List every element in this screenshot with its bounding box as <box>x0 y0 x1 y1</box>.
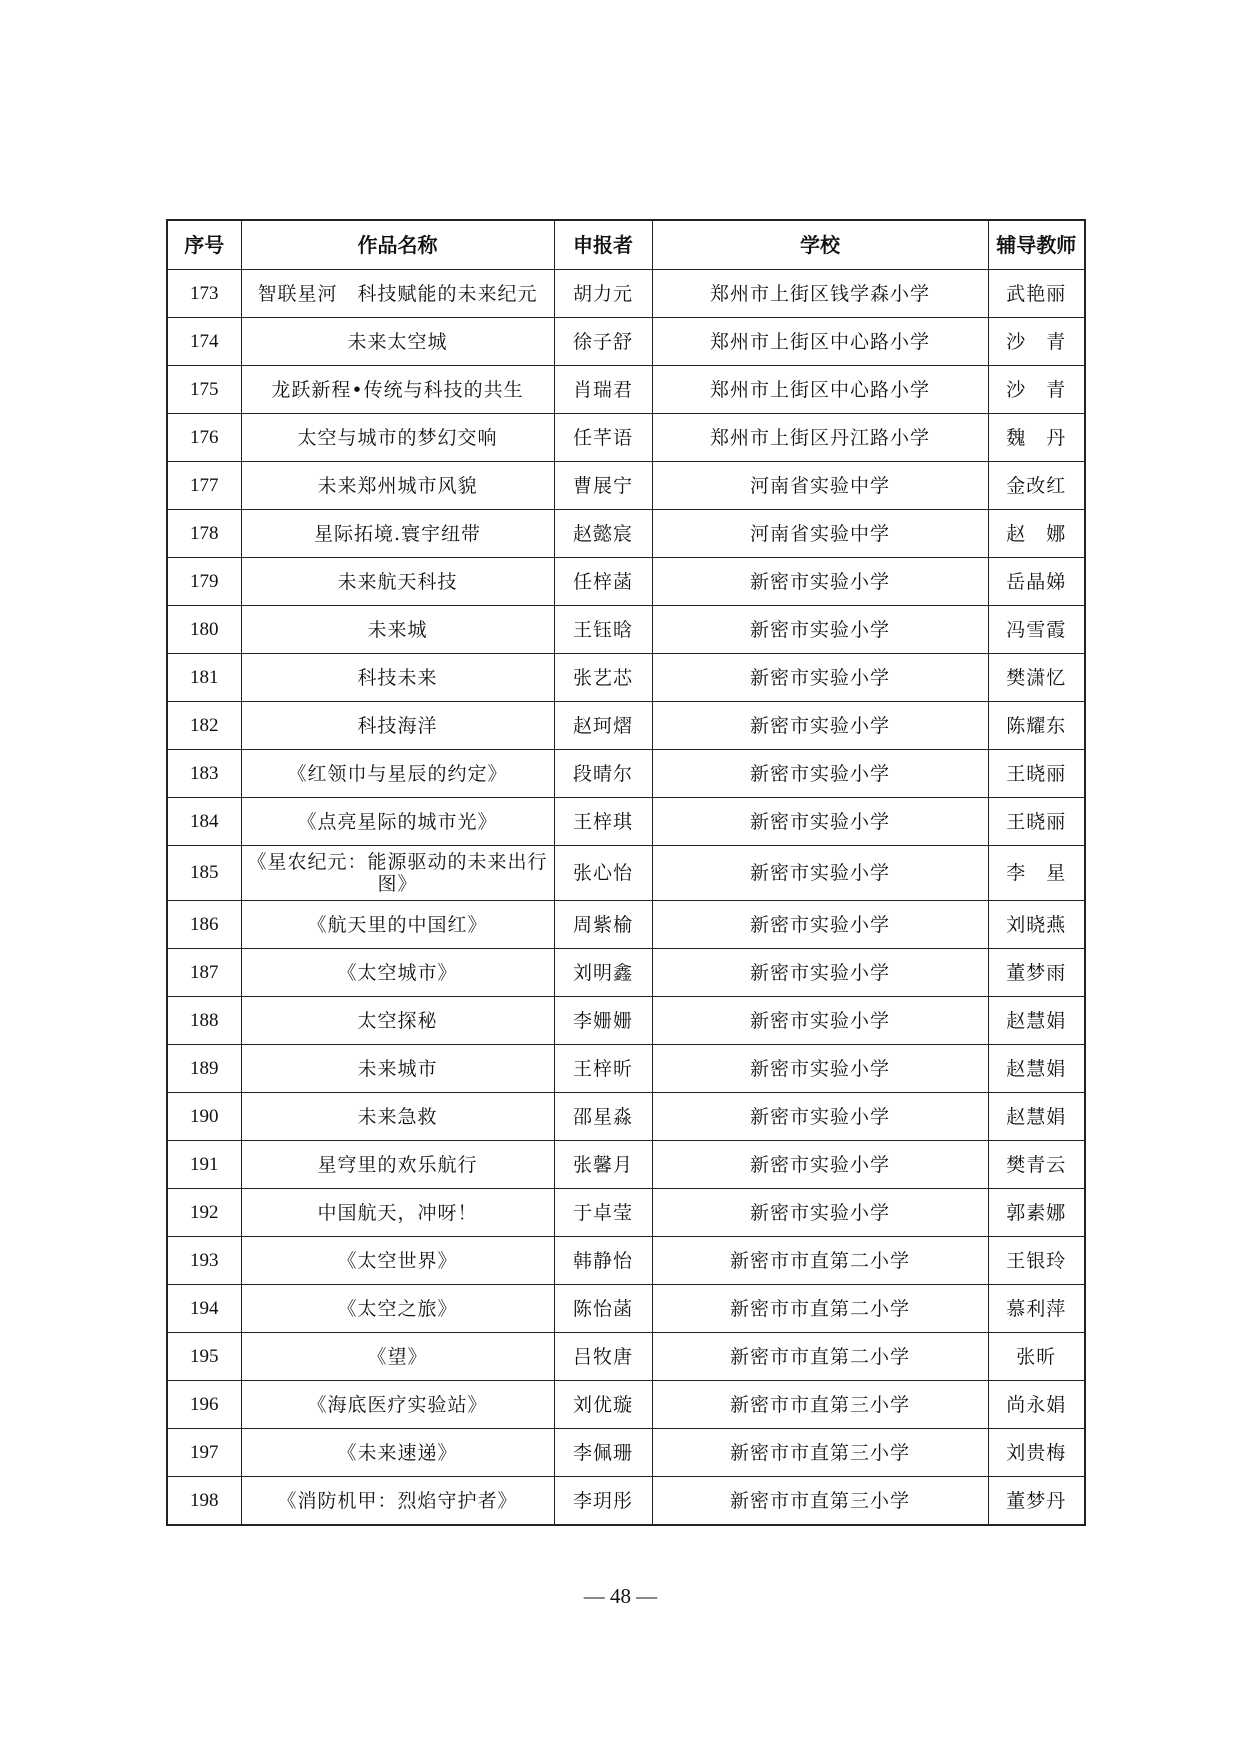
cell-applicant: 李佩珊 <box>554 1429 652 1477</box>
cell-work-title: 龙跃新程•传统与科技的共生 <box>241 366 554 414</box>
cell-serial-number: 173 <box>167 270 241 318</box>
cell-work-title: 未来太空城 <box>241 318 554 366</box>
cell-instructor: 董梦雨 <box>988 949 1085 997</box>
table-row <box>167 1189 1085 1237</box>
table-header-row <box>167 220 1085 270</box>
cell-serial-number: 196 <box>167 1381 241 1429</box>
cell-school: 新密市实验小学 <box>652 949 988 997</box>
cell-instructor: 赵 娜 <box>988 510 1085 558</box>
table-row <box>167 1237 1085 1285</box>
table-row <box>167 846 1085 901</box>
cell-applicant: 徐子舒 <box>554 318 652 366</box>
cell-serial-number: 198 <box>167 1477 241 1526</box>
cell-instructor: 樊青云 <box>988 1141 1085 1189</box>
cell-applicant: 李姗姗 <box>554 997 652 1045</box>
cell-work-title: 《星农纪元：能源驱动的未来出行图》 <box>241 846 554 901</box>
cell-serial-number: 181 <box>167 654 241 702</box>
table-row <box>167 702 1085 750</box>
cell-instructor: 尚永娟 <box>988 1381 1085 1429</box>
cell-work-title: 《望》 <box>241 1333 554 1381</box>
table-row <box>167 462 1085 510</box>
cell-serial-number: 194 <box>167 1285 241 1333</box>
cell-school: 新密市市直第三小学 <box>652 1429 988 1477</box>
page-number: — 48 — <box>583 1584 658 1608</box>
table-row <box>167 901 1085 949</box>
cell-instructor: 金改红 <box>988 462 1085 510</box>
cell-work-title: 中国航天，冲呀！ <box>241 1189 554 1237</box>
cell-work-title: 智联星河 科技赋能的未来纪元 <box>241 270 554 318</box>
cell-serial-number: 187 <box>167 949 241 997</box>
cell-serial-number: 178 <box>167 510 241 558</box>
cell-work-title: 《太空之旅》 <box>241 1285 554 1333</box>
cell-school: 郑州市上街区中心路小学 <box>652 366 988 414</box>
cell-school: 河南省实验中学 <box>652 462 988 510</box>
cell-applicant: 王梓琪 <box>554 798 652 846</box>
cell-school: 新密市实验小学 <box>652 606 988 654</box>
header-work-title: 作品名称 <box>241 220 554 270</box>
cell-school: 新密市市直第三小学 <box>652 1381 988 1429</box>
cell-school: 新密市实验小学 <box>652 1189 988 1237</box>
cell-school: 新密市市直第二小学 <box>652 1285 988 1333</box>
cell-school: 郑州市上街区钱学森小学 <box>652 270 988 318</box>
table-row <box>167 654 1085 702</box>
cell-applicant: 胡力元 <box>554 270 652 318</box>
table-row <box>167 606 1085 654</box>
cell-serial-number: 188 <box>167 997 241 1045</box>
cell-instructor: 李 星 <box>988 846 1085 901</box>
cell-work-title: 星穹里的欢乐航行 <box>241 1141 554 1189</box>
cell-applicant: 韩静怡 <box>554 1237 652 1285</box>
table-row <box>167 1093 1085 1141</box>
table-row <box>167 318 1085 366</box>
table-row <box>167 270 1085 318</box>
cell-serial-number: 182 <box>167 702 241 750</box>
cell-applicant: 张艺芯 <box>554 654 652 702</box>
cell-serial-number: 191 <box>167 1141 241 1189</box>
cell-instructor: 刘贵梅 <box>988 1429 1085 1477</box>
cell-school: 新密市实验小学 <box>652 1141 988 1189</box>
cell-work-title: 未来郑州城市风貌 <box>241 462 554 510</box>
table-body <box>167 270 1085 1526</box>
cell-instructor: 沙 青 <box>988 366 1085 414</box>
cell-applicant: 刘明鑫 <box>554 949 652 997</box>
cell-instructor: 樊潇忆 <box>988 654 1085 702</box>
cell-instructor: 王晓丽 <box>988 750 1085 798</box>
cell-applicant: 邵星淼 <box>554 1093 652 1141</box>
cell-instructor: 陈耀东 <box>988 702 1085 750</box>
table-row <box>167 997 1085 1045</box>
cell-school: 新密市实验小学 <box>652 901 988 949</box>
cell-school: 新密市实验小学 <box>652 750 988 798</box>
cell-school: 新密市市直第二小学 <box>652 1333 988 1381</box>
header-applicant: 申报者 <box>554 220 652 270</box>
cell-work-title: 《海底医疗实验站》 <box>241 1381 554 1429</box>
cell-serial-number: 176 <box>167 414 241 462</box>
cell-serial-number: 183 <box>167 750 241 798</box>
table-row <box>167 798 1085 846</box>
header-school: 学校 <box>652 220 988 270</box>
cell-work-title: 科技未来 <box>241 654 554 702</box>
cell-instructor: 武艳丽 <box>988 270 1085 318</box>
cell-applicant: 张馨月 <box>554 1141 652 1189</box>
cell-instructor: 沙 青 <box>988 318 1085 366</box>
awards-table <box>166 219 1086 1526</box>
cell-work-title: 星际拓境.寰宇纽带 <box>241 510 554 558</box>
cell-school: 新密市实验小学 <box>652 558 988 606</box>
table-row <box>167 558 1085 606</box>
cell-work-title: 未来城市 <box>241 1045 554 1093</box>
table-row <box>167 366 1085 414</box>
cell-work-title: 《红领巾与星辰的约定》 <box>241 750 554 798</box>
cell-instructor: 董梦丹 <box>988 1477 1085 1526</box>
cell-applicant: 李玥彤 <box>554 1477 652 1526</box>
table-row <box>167 1045 1085 1093</box>
cell-applicant: 赵懿宸 <box>554 510 652 558</box>
cell-instructor: 赵慧娟 <box>988 1093 1085 1141</box>
cell-serial-number: 186 <box>167 901 241 949</box>
cell-work-title: 《航天里的中国红》 <box>241 901 554 949</box>
cell-instructor: 赵慧娟 <box>988 1045 1085 1093</box>
cell-applicant: 于卓莹 <box>554 1189 652 1237</box>
cell-work-title: 科技海洋 <box>241 702 554 750</box>
cell-instructor: 魏 丹 <box>988 414 1085 462</box>
cell-serial-number: 197 <box>167 1429 241 1477</box>
cell-school: 新密市市直第三小学 <box>652 1477 988 1526</box>
cell-work-title: 《太空城市》 <box>241 949 554 997</box>
cell-work-title: 太空与城市的梦幻交响 <box>241 414 554 462</box>
table-row <box>167 1141 1085 1189</box>
cell-work-title: 太空探秘 <box>241 997 554 1045</box>
table-row <box>167 414 1085 462</box>
cell-applicant: 段晴尔 <box>554 750 652 798</box>
cell-applicant: 周紫榆 <box>554 901 652 949</box>
cell-applicant: 刘优璇 <box>554 1381 652 1429</box>
cell-serial-number: 193 <box>167 1237 241 1285</box>
cell-work-title: 未来航天科技 <box>241 558 554 606</box>
cell-applicant: 任芊语 <box>554 414 652 462</box>
cell-school: 郑州市上街区中心路小学 <box>652 318 988 366</box>
header-serial-number: 序号 <box>167 220 241 270</box>
cell-serial-number: 174 <box>167 318 241 366</box>
cell-applicant: 陈怡菡 <box>554 1285 652 1333</box>
cell-applicant: 肖瑞君 <box>554 366 652 414</box>
table-row <box>167 1477 1085 1526</box>
cell-applicant: 吕牧唐 <box>554 1333 652 1381</box>
cell-school: 新密市实验小学 <box>652 846 988 901</box>
cell-applicant: 曹展宁 <box>554 462 652 510</box>
cell-serial-number: 189 <box>167 1045 241 1093</box>
cell-serial-number: 179 <box>167 558 241 606</box>
cell-school: 河南省实验中学 <box>652 510 988 558</box>
cell-applicant: 任梓菡 <box>554 558 652 606</box>
cell-serial-number: 185 <box>167 846 241 901</box>
cell-instructor: 王晓丽 <box>988 798 1085 846</box>
cell-serial-number: 184 <box>167 798 241 846</box>
table-row <box>167 949 1085 997</box>
cell-school: 新密市实验小学 <box>652 1093 988 1141</box>
cell-serial-number: 192 <box>167 1189 241 1237</box>
table-row <box>167 510 1085 558</box>
cell-work-title: 《消防机甲：烈焰守护者》 <box>241 1477 554 1526</box>
cell-instructor: 张昕 <box>988 1333 1085 1381</box>
cell-serial-number: 195 <box>167 1333 241 1381</box>
cell-school: 郑州市上街区丹江路小学 <box>652 414 988 462</box>
cell-instructor: 岳晶娣 <box>988 558 1085 606</box>
cell-work-title: 未来急救 <box>241 1093 554 1141</box>
cell-work-title: 《太空世界》 <box>241 1237 554 1285</box>
cell-instructor: 慕利萍 <box>988 1285 1085 1333</box>
cell-work-title: 未来城 <box>241 606 554 654</box>
cell-instructor: 赵慧娟 <box>988 997 1085 1045</box>
cell-serial-number: 175 <box>167 366 241 414</box>
cell-school: 新密市实验小学 <box>652 997 988 1045</box>
cell-instructor: 刘晓燕 <box>988 901 1085 949</box>
cell-applicant: 张心怡 <box>554 846 652 901</box>
table-row <box>167 1381 1085 1429</box>
cell-instructor: 王银玲 <box>988 1237 1085 1285</box>
cell-school: 新密市市直第二小学 <box>652 1237 988 1285</box>
cell-instructor: 冯雪霞 <box>988 606 1085 654</box>
cell-applicant: 王梓昕 <box>554 1045 652 1093</box>
cell-work-title: 《未来速递》 <box>241 1429 554 1477</box>
header-instructor: 辅导教师 <box>988 220 1085 270</box>
cell-work-title: 《点亮星际的城市光》 <box>241 798 554 846</box>
table-row <box>167 1429 1085 1477</box>
cell-applicant: 赵珂熠 <box>554 702 652 750</box>
cell-applicant: 王钰晗 <box>554 606 652 654</box>
table-row <box>167 1285 1085 1333</box>
cell-instructor: 郭素娜 <box>988 1189 1085 1237</box>
cell-serial-number: 177 <box>167 462 241 510</box>
cell-school: 新密市实验小学 <box>652 1045 988 1093</box>
cell-school: 新密市实验小学 <box>652 702 988 750</box>
table-row <box>167 750 1085 798</box>
cell-serial-number: 190 <box>167 1093 241 1141</box>
cell-serial-number: 180 <box>167 606 241 654</box>
table-row <box>167 1333 1085 1381</box>
cell-school: 新密市实验小学 <box>652 798 988 846</box>
cell-school: 新密市实验小学 <box>652 654 988 702</box>
